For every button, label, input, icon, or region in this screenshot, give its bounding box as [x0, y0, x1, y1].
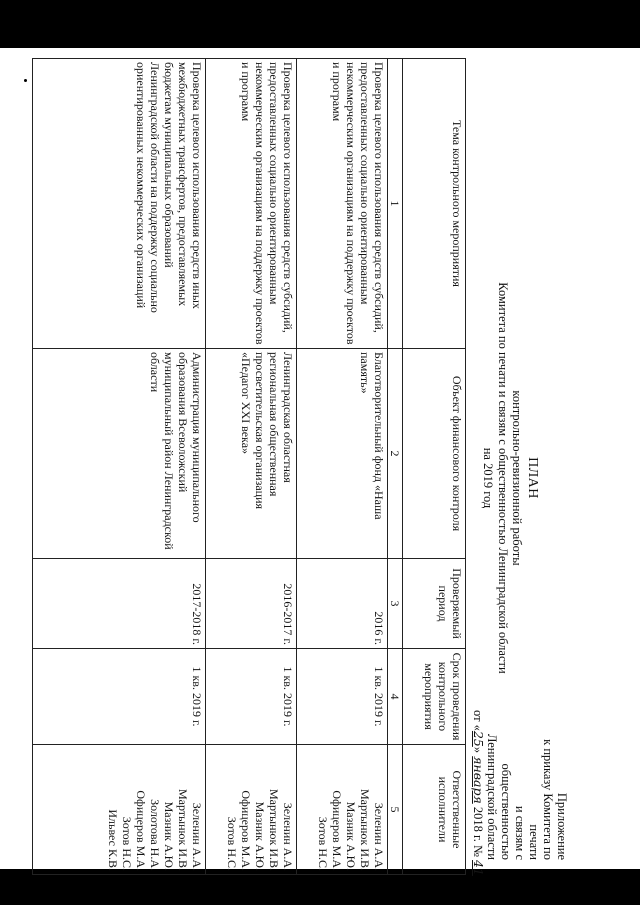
executor-name: Мазник А.Ю. [344, 801, 358, 871]
heading-line: контрольно-ревизионной работы [510, 390, 525, 566]
handwritten-month: января [471, 756, 486, 804]
topic-cell: Проверка целевого использования средств субсидий, предоставленных социально ориентированным некоммерческим организациям на поддержку проектов и программ [297, 59, 388, 349]
column-number: 3 [388, 559, 403, 649]
executor-name: Мартынюк И.В. [358, 788, 372, 871]
topic-cell: Проверка целевого использования средств субсидий, предоставленных социально ориентированным некоммерческим организациям на поддержку проектов и программ [206, 59, 297, 349]
term-cell: 1 кв. 2019 г. [297, 649, 388, 745]
appendix-line: и связям с общественностью [499, 763, 527, 860]
executors-cell [297, 745, 388, 875]
executor-name: Мазник А.Ю. [162, 801, 176, 871]
executor-name: Зотов Н.С. [225, 816, 239, 871]
appendix-note [471, 710, 569, 876]
executor-name: Зотов Н.С. [120, 816, 134, 871]
object-cell: Благотворительный фонд «Наша память» [297, 349, 388, 559]
period-cell: 2016-2017 г. [206, 559, 297, 649]
table-row [206, 59, 297, 875]
executor-name: Ильвес К.В. [106, 809, 120, 871]
column-number-row [388, 59, 403, 875]
date-mid: » [471, 746, 485, 757]
document-title: ПЛАН [525, 457, 540, 499]
topic-cell: Проверка целевого использования средств иных межбюджетных трансфертов, предоставляемых бюджетам муниципальных образований Ленинградской области на поддержку социально ориентированных некоммерческих организаций [33, 59, 206, 349]
table-header-row [403, 59, 466, 875]
executors-cell [206, 745, 297, 875]
appendix-line: Приложение [555, 792, 569, 860]
term-cell: 1 кв. 2019 г. [206, 649, 297, 745]
object-cell: Ленинградская областная региональная общественная просветительская организация «Педагог XXI века» [206, 349, 297, 559]
column-header: Ответственные исполнители [403, 745, 466, 875]
column-number: 5 [388, 745, 403, 875]
scan-border-top [0, 0, 640, 48]
executors-cell [33, 745, 206, 875]
order-date-line [471, 710, 486, 876]
executor-name: Офицеров М.А. [330, 790, 344, 871]
appendix-line: Ленинградской области [485, 733, 499, 860]
appendix-line: к приказу Комитета по печати [527, 739, 555, 860]
heading-line: на 2019 год [481, 447, 496, 509]
date-prefix: от « [471, 710, 485, 731]
column-number: 2 [388, 349, 403, 559]
executor-name: Зеленин А.А. [281, 802, 295, 871]
table-row [297, 59, 388, 875]
handwritten-number: 41 [471, 860, 486, 876]
term-cell: 1 кв. 2019 г. [33, 649, 206, 745]
executor-name: Зотов Н.С. [316, 816, 330, 871]
heading-line: Комитета по печати и связям с общественностью Ленинградской области [496, 282, 510, 674]
column-number: 4 [388, 649, 403, 745]
column-header: Тема контрольного мероприятия [403, 59, 466, 349]
document-heading [481, 258, 539, 698]
executor-name: Мазник А.Ю. [253, 801, 267, 871]
period-cell: 2016 г. [297, 559, 388, 649]
year-text: 2018 г. № [471, 803, 485, 861]
object-cell: Администрация муниципального образования Всеволожский муниципальный район Ленинградской области [33, 349, 206, 559]
column-header: Срок проведения контрольного мероприятия [403, 649, 466, 745]
executor-name: Зеленин А.А. [190, 802, 204, 871]
table-row [33, 59, 206, 875]
column-header: Проверяемый период [403, 559, 466, 649]
handwritten-day: 25 [471, 730, 486, 747]
executor-name: Мартынюк И.В. [267, 788, 281, 871]
executor-name: Офицеров М.А. [134, 790, 148, 871]
executor-name: Зеленин А.А. [372, 802, 386, 871]
executor-name: Мартынюк И.В. [176, 788, 190, 871]
period-cell: 2017-2018 г. [33, 559, 206, 649]
rotated-document-page [24, 58, 569, 878]
plan-table [32, 58, 466, 875]
executor-name: Офицеров М.А. [239, 790, 253, 871]
column-number: 1 [388, 59, 403, 349]
column-header: Объект финансового контроля [403, 349, 466, 559]
executor-name: Золотова Н.А. [148, 799, 162, 871]
